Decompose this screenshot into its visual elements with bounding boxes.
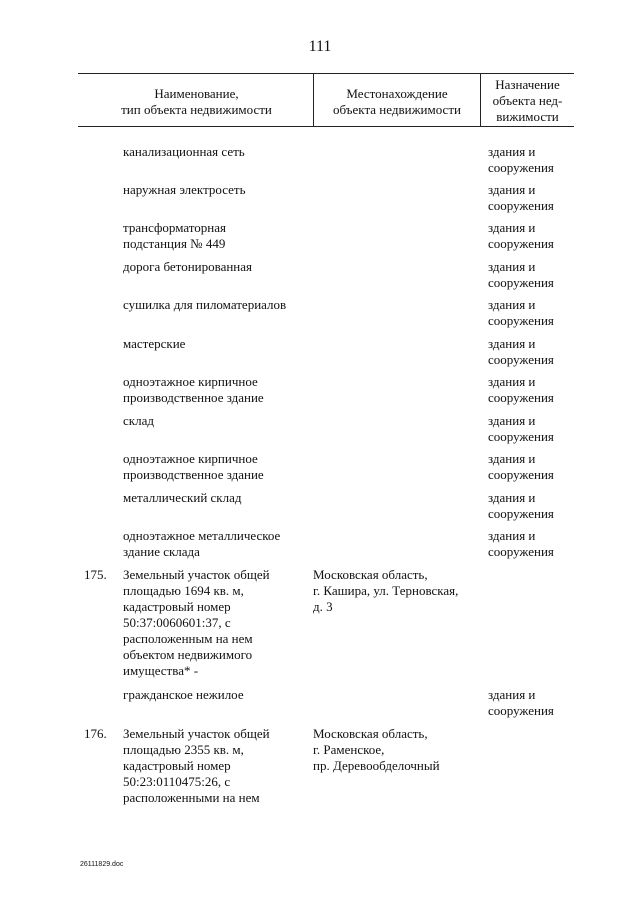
row-name: дорога бетонированная (123, 259, 253, 274)
row-name: канализационная сеть (123, 144, 245, 159)
row-purpose: здания и сооружения (488, 220, 554, 251)
header-purpose-column: Назначение объекта нед- вижимости (492, 77, 563, 124)
row-purpose: здания и сооружения (488, 144, 554, 175)
row-purpose: здания и сооружения (488, 182, 554, 213)
entry-location: Московская область, г. Раменское, пр. Деревообделочный (313, 726, 440, 773)
row-purpose: здания и сооружения (488, 490, 554, 521)
header-location-column: Местонахождение объекта недвижимости (333, 86, 461, 117)
header-name-column: Наименование, тип объекта недвижимости (121, 86, 272, 117)
row-name: одноэтажное металлическое здание склада (123, 528, 281, 559)
header-top-rule (78, 73, 574, 74)
row-name: одноэтажное кирпичное производственное здание (123, 451, 264, 482)
page-number: 111 (308, 38, 332, 55)
row-name: склад (123, 413, 154, 428)
row-name: мастерские (123, 336, 186, 351)
row-name: трансформаторная подстанция № 449 (123, 220, 227, 251)
entry-number: 176. (84, 726, 107, 741)
row-name: сушилка для пиломатериалов (123, 297, 287, 312)
document-filename: 26111829.doc (80, 861, 124, 868)
row-purpose: здания и сооружения (488, 259, 554, 290)
entry-name: Земельный участок общей площадью 2355 кв. м, кадастровый номер 50:23:0110475:26, с расположенными на нем (123, 726, 270, 805)
row-purpose: здания и сооружения (488, 451, 554, 482)
header-bottom-rule (78, 126, 574, 127)
row-name: гражданское нежилое (123, 687, 244, 702)
row-name: наружная электросеть (123, 182, 246, 197)
entry-number: 175. (84, 567, 107, 582)
entry-name: Земельный участок общей площадью 1694 кв. м, кадастровый номер 50:37:0060601:37, с расположенным на нем объектом недвижимого имущества* - (123, 567, 270, 678)
row-purpose: здания и сооружения (488, 528, 554, 559)
row-purpose: здания и сооружения (488, 413, 554, 444)
row-name: металлический склад (123, 490, 242, 505)
row-name: одноэтажное кирпичное производственное здание (123, 374, 264, 405)
row-purpose: здания и сооружения (488, 687, 554, 718)
entry-location: Московская область, г. Кашира, ул. Терновская, д. 3 (313, 567, 459, 614)
row-purpose: здания и сооружения (488, 297, 554, 328)
row-purpose: здания и сооружения (488, 336, 554, 367)
row-purpose: здания и сооружения (488, 374, 554, 405)
